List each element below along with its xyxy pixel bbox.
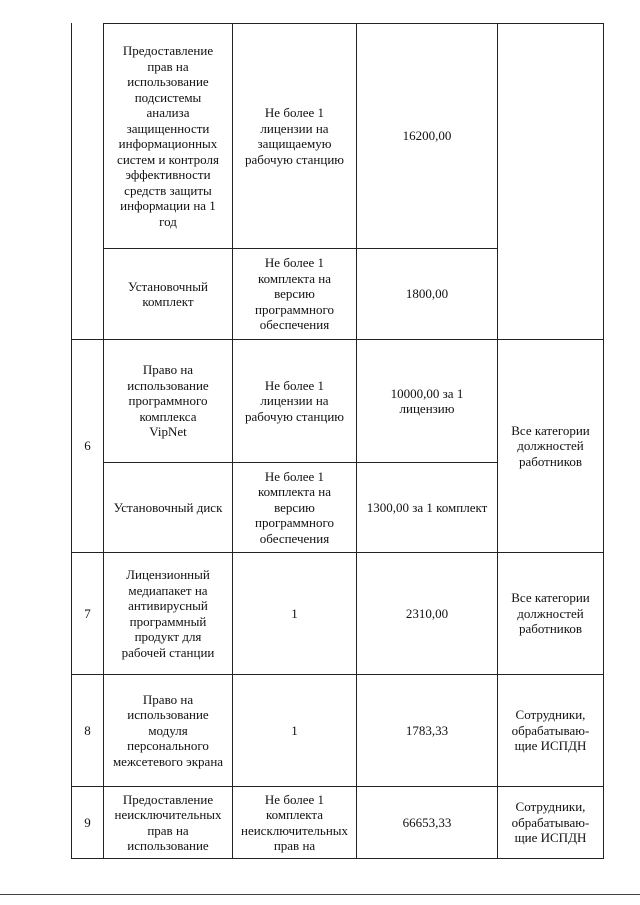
table-cell-name: Предоставление неисключительных прав на использование [114, 791, 222, 853]
table-cell-number: 8 [84, 722, 91, 738]
table-cell-quantity: Не более 1 комплекта на версию программного обеспечения [255, 255, 334, 333]
table-cell-name: Лицензионный медиапакет на антивирусный программный продукт для рабочей станции [121, 567, 215, 660]
table-cell-name: Право на использование программного комплекса VipNet [127, 362, 209, 440]
table-cell-name: Установочный комплект [128, 278, 208, 309]
table-cell-quantity: 1 [291, 722, 298, 738]
table-border-bottom [71, 858, 604, 859]
table-cell-quantity: 1 [291, 605, 298, 621]
table-cell-number: 6 [84, 438, 91, 454]
table-cell-category: Все категории должностей работников [511, 590, 590, 637]
page-edge-rule [0, 894, 640, 895]
table-cell-quantity: Не более 1 лицензии на защищаемую рабочую станцию [244, 105, 344, 167]
table-cell-price: 1800,00 [405, 286, 449, 302]
table-cell-category: Все категории должностей работников [511, 422, 590, 469]
table-cell-price: 66653,33 [402, 814, 452, 830]
table-cell-category: Сотрудники, обрабатываю- щие ИСПДН [511, 799, 590, 846]
table-cell-price: 10000,00 за 1 лицензию [390, 385, 464, 416]
table-cell-quantity: Не более 1 комплекта на версию программного обеспечения [255, 468, 334, 546]
table-cell-price: 1783,33 [405, 722, 449, 738]
table-cell-number: 9 [84, 814, 91, 830]
table-cell-quantity: Не более 1 лицензии на рабочую станцию [244, 377, 344, 424]
table-cell-price: 1300,00 за 1 комплект [366, 499, 488, 515]
table-cell-name: Право на использование модуля персонального межсетевого экрана [112, 691, 224, 769]
table-cell-category: Сотрудники, обрабатываю- щие ИСПДН [511, 707, 590, 754]
table-cell-name: Установочный диск [113, 499, 223, 515]
table-cell-number: 7 [84, 605, 91, 621]
table-border-right [603, 23, 604, 859]
table-cell-quantity: Не более 1 комплекта неисключительных прав на [240, 791, 349, 853]
table-cell-name: Предоставление прав на использование подсистемы анализа защищенности информационных систем и контроля эффективности средств защиты информации на 1 год [117, 43, 219, 229]
table-cell-price: 16200,00 [402, 128, 452, 144]
table-cell-price: 2310,00 [405, 605, 449, 621]
